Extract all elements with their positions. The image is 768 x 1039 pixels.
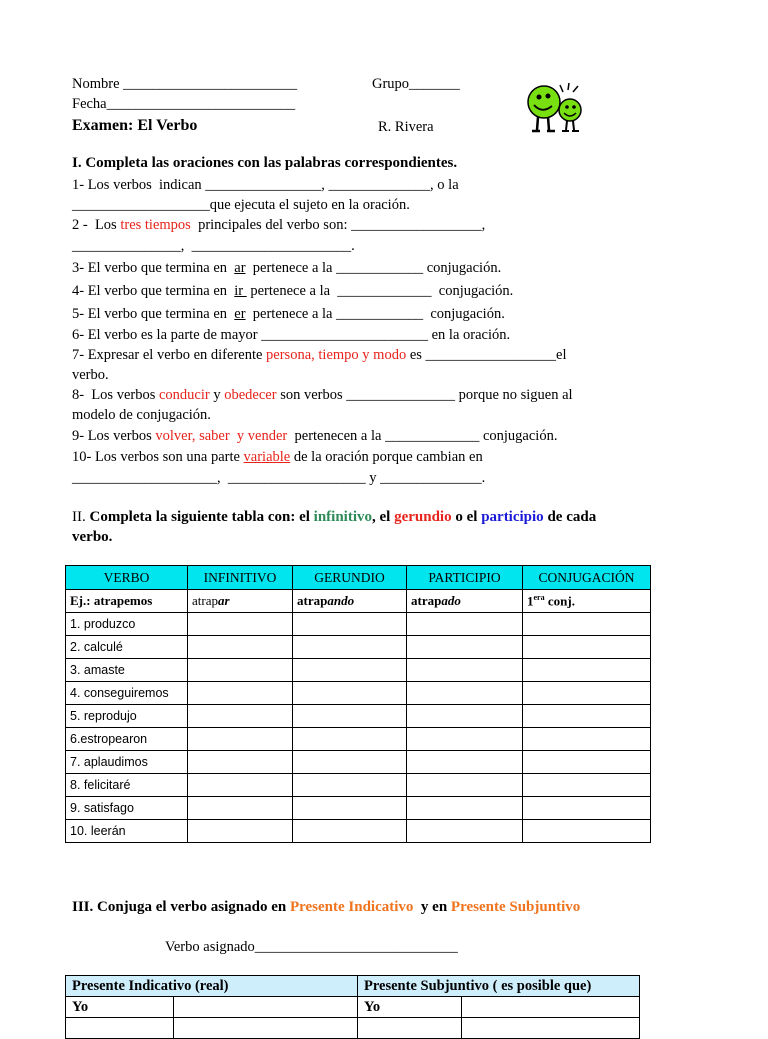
answer-cell[interactable] (462, 1018, 640, 1039)
item-9-highlight: volver, saber y vender (155, 428, 288, 444)
conjugacion-cell[interactable] (523, 636, 651, 659)
participio-cell[interactable] (407, 636, 523, 659)
section-1-title: I. Completa las oraciones con las palabras correspondientes. (72, 155, 458, 171)
label-presente-indicativo: Presente Indicativo (289, 899, 414, 915)
gerundio-cell[interactable] (293, 636, 407, 659)
item-9-text: 9- Los verbos (72, 428, 156, 444)
header-participio: PARTICIPIO (407, 566, 523, 590)
author: R. Rivera (378, 119, 434, 135)
example-ger-stem: atrap (297, 593, 328, 608)
example-row (66, 590, 651, 613)
infinitivo-cell[interactable] (188, 682, 293, 705)
infinitivo-cell[interactable] (188, 797, 293, 820)
section-2-text-end: de cada (543, 509, 597, 525)
participio-cell[interactable] (407, 682, 523, 705)
verb-cell: 6.estropearon (66, 728, 188, 751)
table-row (66, 636, 651, 659)
item-10-text: 10- Los verbos son una parte (72, 449, 244, 465)
pronoun-cell (66, 1018, 174, 1039)
infinitivo-cell[interactable] (188, 774, 293, 797)
item-8-text-b: son verbos _______________ porque no siguen al (276, 387, 573, 403)
section-3-title (72, 898, 580, 916)
nombre-field[interactable]: Nombre ________________________ (72, 76, 298, 92)
gerundio-cell[interactable] (293, 728, 407, 751)
participio-cell[interactable] (407, 820, 523, 843)
example-par-ending: ado (441, 593, 461, 608)
pronoun-cell (358, 1018, 462, 1039)
item-2-highlight: tres tiempos (120, 217, 191, 233)
item-7-cont: verbo. (72, 367, 109, 383)
item-2-text-b: principales del verbo son: __________________, (190, 217, 486, 233)
section-2-title-cont: verbo. (72, 529, 113, 545)
gerundio-cell[interactable] (293, 774, 407, 797)
conjugacion-cell[interactable] (523, 774, 651, 797)
conjugation-table (65, 975, 640, 1039)
item-10-text-b: de la oración porque cambian en (290, 449, 483, 465)
verb-cell: 3. amaste (66, 659, 188, 682)
item-8-cont: modelo de conjugación. (72, 407, 211, 423)
table-row (66, 613, 651, 636)
section-2-sep-2: o el (451, 509, 482, 525)
participio-cell[interactable] (407, 613, 523, 636)
example-conj-suffix: era (533, 592, 545, 602)
infinitivo-cell[interactable] (188, 613, 293, 636)
example-ger-ending: ando (327, 593, 355, 608)
gerundio-cell[interactable] (293, 705, 407, 728)
item-4-ending: ir (234, 283, 247, 299)
fecha-field[interactable]: Fecha__________________________ (72, 96, 296, 112)
answer-cell[interactable] (174, 1018, 358, 1039)
item-8[interactable] (72, 386, 573, 404)
item-8-text: 8- Los verbos (72, 387, 159, 403)
verb-table (65, 565, 651, 843)
answer-yo-indicativo[interactable] (174, 997, 358, 1018)
item-5-text-b: pertenece a la ____________ conjugación. (245, 306, 505, 322)
verb-cell: 1. produzco (66, 613, 188, 636)
item-3-ending: ar (234, 260, 246, 276)
conjugacion-cell[interactable] (523, 797, 651, 820)
infinitivo-cell[interactable] (188, 751, 293, 774)
verbo-asignado-field[interactable]: Verbo asignado____________________________ (165, 939, 458, 955)
example-inf-ending: ar (217, 593, 230, 608)
participio-cell[interactable] (407, 728, 523, 751)
example-conjugacion (523, 590, 651, 613)
pronoun-yo-indicativo: Yo (66, 997, 174, 1018)
table-row (66, 705, 651, 728)
item-9[interactable] (72, 427, 557, 445)
example-verb: Ej.: atrapemos (66, 590, 188, 613)
example-inf-stem: atrap (192, 593, 218, 608)
header-conjugacion: CONJUGACIÓN (523, 566, 651, 590)
verb-cell: 4. conseguiremos (66, 682, 188, 705)
section-3-text: III. Conjuga el verbo asignado en (72, 899, 290, 915)
verb-cell: 7. aplaudimos (66, 751, 188, 774)
smiley-characters-icon (520, 80, 590, 138)
item-6[interactable]: 6- El verbo es la parte de mayor _______________________ en la oración. (72, 327, 511, 343)
gerundio-cell[interactable] (293, 751, 407, 774)
verb-cell: 2. calculé (66, 636, 188, 659)
header-verbo: VERBO (66, 566, 188, 590)
example-gerundio (293, 590, 407, 613)
header-gerundio: GERUNDIO (293, 566, 407, 590)
conjugacion-cell[interactable] (523, 728, 651, 751)
gerundio-cell[interactable] (293, 613, 407, 636)
header-infinitivo: INFINITIVO (188, 566, 293, 590)
infinitivo-cell[interactable] (188, 636, 293, 659)
gerundio-cell[interactable] (293, 682, 407, 705)
verb-cell: 10. leerán (66, 820, 188, 843)
item-7-highlight: persona, tiempo y modo (266, 347, 407, 363)
item-4-text-b: pertenece a la _____________ conjugación. (246, 283, 514, 299)
item-3[interactable] (72, 259, 501, 277)
verb-table-header (66, 566, 651, 590)
section-2-sep-1: , el (372, 509, 395, 525)
item-10[interactable] (72, 448, 483, 466)
conjugation-table-header (66, 976, 640, 997)
example-conj-number: 1 (527, 593, 534, 609)
item-1-cont[interactable]: ___________________que ejecuta el sujeto en la oración. (72, 197, 410, 213)
item-3-text: 3- El verbo que termina en (72, 260, 235, 276)
item-5-ending: er (234, 306, 246, 322)
participio-cell[interactable] (407, 705, 523, 728)
table-row (66, 820, 651, 843)
infinitivo-cell[interactable] (188, 659, 293, 682)
item-1[interactable]: 1- Los verbos indican ________________, ______________, o la (72, 177, 459, 193)
header-presente-subjuntivo: Presente Subjuntivo ( es posible que) (358, 976, 640, 997)
infinitivo-cell[interactable] (188, 820, 293, 843)
label-infinitivo: infinitivo (313, 509, 373, 525)
item-3-text-b: pertenece a la ____________ conjugación. (245, 260, 502, 276)
grupo-field[interactable]: Grupo_______ (372, 76, 460, 92)
table-row (66, 751, 651, 774)
verb-cell: 9. satisfago (66, 797, 188, 820)
conjugation-row-partial (66, 1018, 640, 1039)
item-7-text-b: es __________________el (406, 347, 567, 363)
conjugacion-cell[interactable] (523, 682, 651, 705)
example-infinitivo (188, 590, 293, 613)
table-row (66, 774, 651, 797)
item-2-text: 2 - Los (72, 217, 121, 233)
exam-title: Examen: El Verbo (72, 117, 198, 134)
header-presente-indicativo: Presente Indicativo (real) (66, 976, 358, 997)
item-8-verb-2: obedecer (224, 387, 277, 403)
section-2-title (72, 508, 596, 526)
gerundio-cell[interactable] (293, 820, 407, 843)
item-4[interactable] (72, 282, 513, 300)
item-8-verb-1: conducir (159, 387, 210, 403)
section-2-text: Completa la siguiente tabla con: el (89, 509, 314, 525)
pronoun-yo-subjuntivo: Yo (358, 997, 462, 1018)
item-5[interactable] (72, 305, 505, 323)
item-7-text: 7- Expresar el verbo en diferente (72, 347, 267, 363)
conjugacion-cell[interactable] (523, 705, 651, 728)
verb-cell: 5. reprodujo (66, 705, 188, 728)
item-10-highlight: variable (243, 449, 291, 465)
example-participio (407, 590, 523, 613)
participio-cell[interactable] (407, 751, 523, 774)
item-2-cont[interactable]: _______________, ______________________. (72, 238, 355, 254)
item-5-text: 5- El verbo que termina en (72, 306, 235, 322)
label-presente-subjuntivo: Presente Subjuntivo (450, 899, 581, 915)
infinitivo-cell[interactable] (188, 705, 293, 728)
conjugacion-cell[interactable] (523, 751, 651, 774)
infinitivo-cell[interactable] (188, 728, 293, 751)
label-gerundio: gerundio (394, 509, 452, 525)
conjugation-row-yo (66, 997, 640, 1018)
table-row (66, 659, 651, 682)
item-8-conj: y (209, 387, 225, 403)
example-conj-label: conj. (544, 593, 575, 609)
conjugacion-cell[interactable] (523, 613, 651, 636)
item-10-cont[interactable]: ____________________, ___________________ y ______________. (72, 470, 486, 486)
answer-yo-subjuntivo[interactable] (462, 997, 640, 1018)
item-9-text-b: pertenecen a la _____________ conjugación. (287, 428, 558, 444)
table-row (66, 797, 651, 820)
table-row (66, 682, 651, 705)
participio-cell[interactable] (407, 659, 523, 682)
verb-cell: 8. felicitaré (66, 774, 188, 797)
gerundio-cell[interactable] (293, 659, 407, 682)
conjugacion-cell[interactable] (523, 820, 651, 843)
item-2[interactable] (72, 216, 485, 234)
section-2-number: II. (72, 509, 90, 525)
item-7[interactable] (72, 346, 567, 364)
example-par-stem: atrap (411, 593, 442, 608)
label-participio: participio (481, 509, 544, 525)
participio-cell[interactable] (407, 774, 523, 797)
gerundio-cell[interactable] (293, 797, 407, 820)
participio-cell[interactable] (407, 797, 523, 820)
conjugacion-cell[interactable] (523, 659, 651, 682)
table-row (66, 728, 651, 751)
item-4-text: 4- El verbo que termina en (72, 283, 235, 299)
section-3-text-b: y en (413, 899, 451, 915)
